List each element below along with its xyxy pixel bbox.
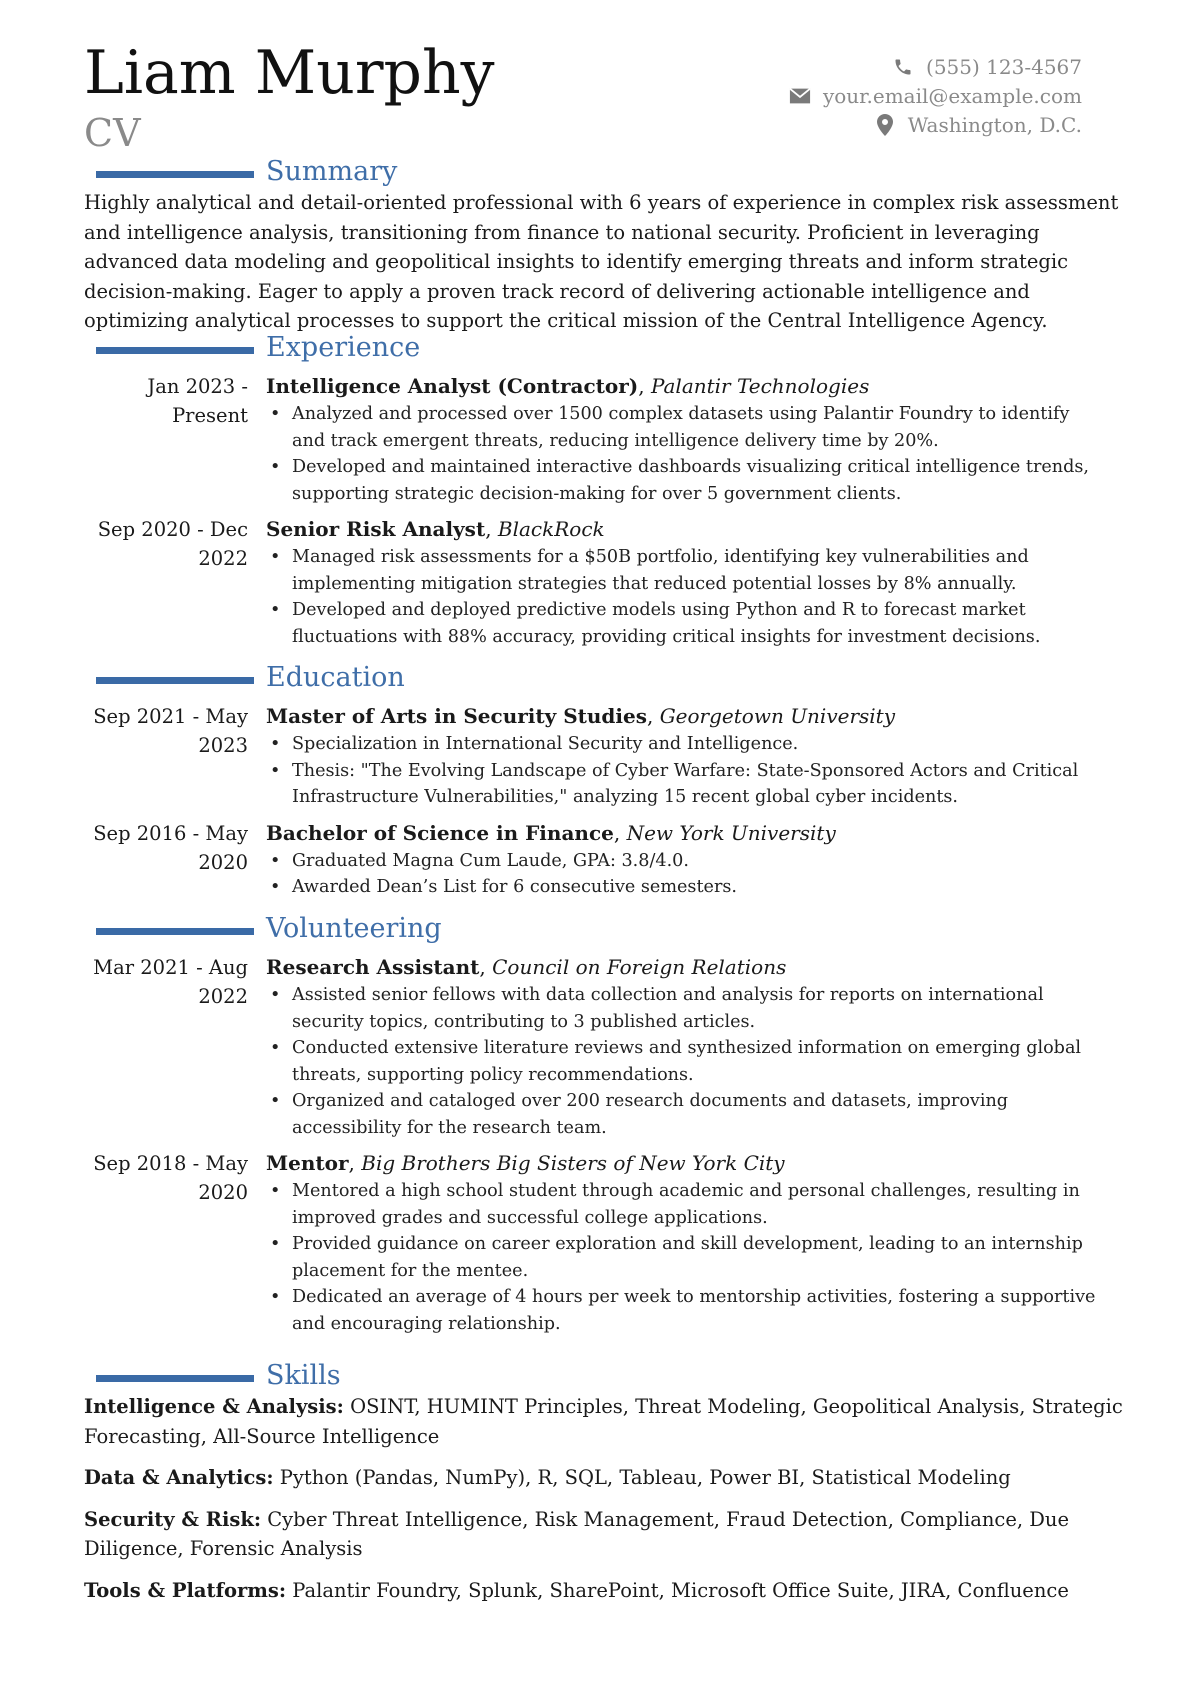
- contact-location-text: Washington, D.C.: [907, 112, 1082, 137]
- list-item: • Conducted extensive literature reviews and synthesized information on emerging global threats, supporting policy recommendations.: [266, 1035, 1106, 1088]
- entry-degree: Master of Arts in Security Studies: [266, 704, 647, 728]
- skill-list: Cyber Threat Intelligence, Risk Management, Fraud Detection, Compliance, Due Diligence, Forensic Analysis: [84, 1507, 1070, 1560]
- section-title: Summary: [266, 156, 398, 187]
- entry-role: Intelligence Analyst (Contractor): [266, 374, 639, 398]
- skills-section: [0, 1360, 1190, 1617]
- volunteering-section: [0, 913, 1190, 1337]
- list-item: • Mentored a high school student through academic and personal challenges, resulting in improved grades and successful college applications.: [266, 1178, 1106, 1231]
- entry-title: Master of Arts in Security Studies, Georgetown University: [266, 704, 896, 728]
- entry-school: Georgetown University: [659, 704, 896, 728]
- list-item: • Analyzed and processed over 1500 complex datasets using Palantir Foundry to identify and track emergent threats, reducing intelligence delivery time by 20%.: [266, 401, 1106, 454]
- section-heading: [0, 156, 1190, 192]
- skill-list: Python (Pandas, NumPy), R, SQL, Tableau, Power BI, Statistical Modeling: [279, 1466, 1011, 1489]
- skill-category: Intelligence & Analysis:: [84, 1395, 344, 1418]
- skill-group: [84, 1576, 1124, 1606]
- entry-org: BlackRock: [497, 517, 605, 541]
- skill-group: [84, 1392, 1124, 1451]
- entry-title: Bachelor of Science in Finance, New York University: [266, 820, 836, 845]
- entry-date: Jan 2023 - Present: [147, 375, 248, 427]
- list-item: • Dedicated an average of 4 hours per week to mentorship activities, fostering a supportive and encouraging relationship.: [266, 1284, 1106, 1337]
- entry-org: Council on Foreign Relations: [492, 955, 787, 979]
- entry-date: Sep 2020 - Dec 2022: [97, 518, 248, 570]
- phone-icon: [892, 56, 914, 78]
- volunteering-entry: [0, 1149, 1190, 1337]
- entry-title: Senior Risk Analyst, BlackRock: [266, 517, 605, 541]
- entry-date: Mar 2021 - Aug 2022: [93, 956, 248, 1008]
- section-title: Volunteering: [266, 913, 442, 944]
- candidate-name: Liam Murphy: [84, 38, 495, 108]
- section-title: Education: [266, 662, 405, 693]
- section-title: Experience: [266, 332, 421, 363]
- section-accent-bar: [96, 1375, 254, 1382]
- experience-entry: [0, 372, 1190, 507]
- section-accent-bar: [96, 171, 254, 178]
- entry-role: Mentor: [266, 1151, 349, 1175]
- entry-org: Big Brothers Big Sisters of New York City: [361, 1151, 785, 1175]
- entry-degree: Bachelor of Science in Finance: [266, 820, 614, 845]
- contact-phone-text: (555) 123-4567: [926, 54, 1082, 79]
- entry-role: Senior Risk Analyst: [266, 517, 486, 541]
- skill-category: Security & Risk:: [84, 1507, 262, 1531]
- entry-title: Intelligence Analyst (Contractor), Palantir Technologies: [266, 374, 870, 398]
- entry-org: Palantir Technologies: [650, 374, 870, 398]
- envelope-icon: [789, 85, 811, 107]
- experience-section: [0, 332, 1190, 650]
- entry-title: Research Assistant, Council on Foreign Relations: [266, 955, 787, 979]
- section-accent-bar: [96, 347, 254, 354]
- section-title: Skills: [266, 1360, 341, 1391]
- summary-section: [0, 156, 1190, 336]
- skill-group: [84, 1505, 1124, 1564]
- contact-location: [789, 110, 1082, 139]
- contact-phone[interactable]: [789, 52, 1082, 81]
- entry-date: Sep 2016 - May 2020: [93, 821, 248, 874]
- list-item: • Provided guidance on career exploration and skill development, leading to an internship placement for the mentee.: [266, 1231, 1106, 1284]
- list-item: • Specialization in International Security and Intelligence.: [266, 731, 1106, 758]
- list-item: • Graduated Magna Cum Laude, GPA: 3.8/4.0.: [266, 848, 1106, 875]
- list-item: • Assisted senior fellows with data collection and analysis for reports on international security topics, contributing to 3 published articles.: [266, 982, 1106, 1035]
- entry-date: Sep 2021 - May 2023: [93, 705, 248, 757]
- entry-title: Mentor, Big Brothers Big Sisters of New York City: [266, 1151, 785, 1175]
- skill-category: Tools & Platforms:: [84, 1578, 287, 1602]
- entry-role: Research Assistant: [266, 955, 480, 979]
- entry-date: Sep 2018 - May 2020: [93, 1152, 248, 1204]
- section-accent-bar: [96, 677, 254, 684]
- education-entry: [0, 819, 1190, 901]
- section-heading: [0, 662, 1190, 698]
- section-accent-bar: [96, 928, 254, 935]
- section-heading: [0, 332, 1190, 368]
- list-item: • Developed and deployed predictive models using Python and R to forecast market fluctuations with 88% accuracy, providing critical insights for investment decisions.: [266, 597, 1106, 650]
- list-item: • Awarded Dean’s List for 6 consecutive semesters.: [266, 874, 1106, 901]
- skill-category: Data & Analytics:: [84, 1466, 274, 1489]
- skill-group: [84, 1463, 1124, 1493]
- section-heading: [0, 913, 1190, 949]
- education-entry: [0, 702, 1190, 811]
- experience-entry: [0, 515, 1190, 650]
- list-item: • Organized and cataloged over 200 research documents and datasets, improving accessibility for the research team.: [266, 1088, 1106, 1141]
- education-section: [0, 662, 1190, 901]
- list-item: • Developed and maintained interactive dashboards visualizing critical intelligence trends, supporting strategic decision-making for over 5 government clients.: [266, 454, 1106, 507]
- map-pin-icon: [874, 114, 896, 136]
- skill-list: OSINT, HUMINT Principles, Threat Modeling, Geopolitical Analysis, Strategic Forecasting, All-Source Intelligence: [84, 1395, 1123, 1448]
- section-heading: [0, 1360, 1190, 1396]
- contact-email-text: your.email@example.com: [822, 83, 1082, 108]
- summary-text: Highly analytical and detail-oriented professional with 6 years of experience in complex risk assessment and intelligence analysis, transitioning from finance to national security. Proficient in leveraging advanced data modeling and geopolitical insights to identify emerging threats and inform strategic decision-making. Eager to apply a proven track record of delivering actionable intelligence and optimizing analytical processes to support the critical mission of the Central Intelligence Agency.: [84, 191, 1119, 332]
- list-item: • Thesis: "The Evolving Landscape of Cyber Warfare: State-Sponsored Actors and Critical Infrastructure Vulnerabilities," analyzing 15 recent global cyber incidents.: [266, 758, 1106, 811]
- contact-block: [789, 52, 1082, 139]
- volunteering-entry: [0, 953, 1190, 1141]
- list-item: • Managed risk assessments for a $50B portfolio, identifying key vulnerabilities and implementing mitigation strategies that reduced potential losses by 8% annually.: [266, 544, 1106, 597]
- entry-school: New York University: [626, 820, 836, 845]
- document-type-label: CV: [84, 111, 141, 155]
- contact-email[interactable]: [789, 81, 1082, 110]
- skill-list: Palantir Foundry, Splunk, SharePoint, Microsoft Office Suite, JIRA, Confluence: [292, 1578, 1069, 1602]
